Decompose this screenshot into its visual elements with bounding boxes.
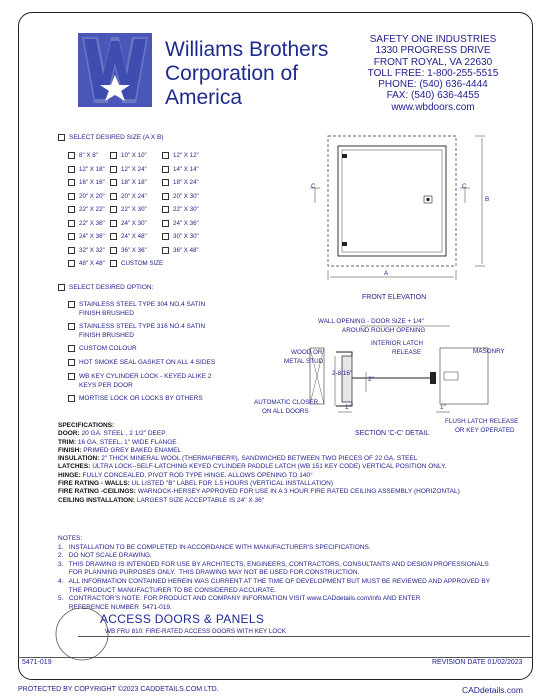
dim-label-a: A bbox=[384, 270, 389, 277]
label-metal-stud: METAL STUD bbox=[284, 358, 324, 365]
option-text: STAINLESS STEEL TYPE 304 NO.4 SATIN bbox=[79, 301, 206, 308]
option-item[interactable] bbox=[68, 358, 215, 367]
size-header-label: SELECT DESIRED SIZE (A X B) bbox=[69, 134, 164, 142]
size-option[interactable] bbox=[162, 166, 199, 173]
option-checkbox[interactable] bbox=[68, 395, 75, 402]
size-label: 22" X 30" bbox=[173, 206, 199, 214]
label-dim-1-right: 1" bbox=[440, 404, 446, 411]
size-option[interactable] bbox=[110, 206, 147, 213]
option-label bbox=[68, 372, 211, 381]
size-checkbox[interactable] bbox=[110, 166, 117, 173]
dim-label-b: B bbox=[485, 196, 490, 203]
spec-label: LATCHES: bbox=[58, 463, 91, 471]
spec-label: FINISH: bbox=[58, 446, 82, 454]
contact-city: FRONT ROYAL, VA 22630 bbox=[373, 56, 493, 68]
size-checkbox[interactable] bbox=[110, 220, 117, 227]
option-label bbox=[68, 344, 137, 353]
option-label bbox=[68, 358, 215, 367]
size-label: CUSTOM SIZE bbox=[121, 260, 164, 268]
size-option[interactable] bbox=[68, 247, 105, 254]
size-label: 10" X 10" bbox=[121, 152, 147, 160]
size-checkbox[interactable] bbox=[68, 179, 75, 186]
spec-line bbox=[58, 447, 528, 455]
size-option[interactable] bbox=[162, 152, 199, 159]
spec-line bbox=[58, 463, 528, 471]
option-checkbox[interactable] bbox=[68, 301, 75, 308]
option-text: CUSTOM COLOUR bbox=[79, 345, 137, 352]
specifications-block bbox=[58, 422, 528, 505]
spec-label: HINGE: bbox=[58, 471, 81, 479]
spec-value: PRIMED GREY BAKED ENAMEL bbox=[81, 446, 182, 454]
size-checkbox[interactable] bbox=[162, 233, 169, 240]
label-wood-or: WOOD OR bbox=[291, 349, 323, 356]
label-dim-2: 2" bbox=[368, 376, 374, 383]
size-label: 18" X 24" bbox=[173, 179, 199, 187]
spec-label: DOOR: bbox=[58, 430, 80, 438]
size-label: 36" X 36" bbox=[121, 246, 147, 254]
contact-website[interactable]: www.wbdoors.com bbox=[391, 101, 475, 113]
size-checkbox[interactable] bbox=[68, 193, 75, 200]
spec-value: 2" THICK MINERAL WOOL (THERMAFIBER®), SANDWICHED BETWEEN TWO PIECES OF 22 GA. STEEL bbox=[99, 455, 418, 463]
spec-value: ULTRA LOCK--SELF-LATCHING KEYED CYLINDER PADDLE LATCH (WB 151 KEY CODE) VERTICAL POSITION ONLY. bbox=[90, 463, 447, 471]
size-label: 14" X 14" bbox=[173, 165, 199, 173]
option-text: FINISH BRUSHED bbox=[79, 310, 134, 317]
size-option[interactable] bbox=[162, 193, 199, 200]
spec-line bbox=[58, 439, 528, 447]
revision-rule bbox=[18, 657, 533, 658]
size-checkbox[interactable] bbox=[162, 166, 169, 173]
size-checkbox[interactable] bbox=[110, 193, 117, 200]
label-release: RELEASE bbox=[392, 349, 422, 356]
option-item[interactable] bbox=[68, 372, 211, 390]
notes-header: NOTES: bbox=[58, 535, 83, 542]
caddetails-link[interactable]: CADdetails.com bbox=[462, 685, 523, 695]
copyright-notice: PROTECTED BY COPYRIGHT ©2023 CADDETAILS.COM LTD. bbox=[18, 686, 219, 693]
size-option[interactable] bbox=[68, 193, 105, 200]
spec-value: 20 GA. STEEL , 2 1/2" DEEP bbox=[79, 430, 166, 438]
option-item[interactable] bbox=[68, 322, 205, 340]
option-header bbox=[58, 284, 153, 291]
size-checkbox[interactable] bbox=[162, 220, 169, 227]
note-line: THE PRODUCT MANUFACTURER TO BE CONSIDERED ACCURATE. bbox=[58, 586, 277, 594]
spec-value: LARGEST SIZE ACCEPTABLE IS 24" X 36" bbox=[135, 496, 265, 504]
contact-block bbox=[348, 34, 518, 113]
label-interior-latch: INTERIOR LATCH bbox=[371, 340, 424, 347]
option-label bbox=[68, 309, 205, 318]
option-checkbox[interactable] bbox=[68, 345, 75, 352]
label-or-key: OR KEY OPERATED bbox=[455, 427, 515, 434]
spec-line bbox=[58, 480, 528, 488]
spec-line bbox=[58, 430, 528, 438]
size-option[interactable] bbox=[110, 166, 147, 173]
size-checkbox[interactable] bbox=[68, 206, 75, 213]
size-label: 24" X 30" bbox=[121, 219, 147, 227]
spec-line bbox=[58, 455, 528, 463]
size-checkbox[interactable] bbox=[68, 166, 75, 173]
spec-value: 16 GA. STEEL, 1" WIDE FLANGE bbox=[76, 438, 177, 446]
reference-number: 5471-019 bbox=[22, 659, 52, 666]
size-option[interactable] bbox=[110, 152, 147, 159]
size-checkbox[interactable] bbox=[110, 152, 117, 159]
size-label: 22" X 30" bbox=[121, 206, 147, 214]
option-checkbox[interactable] bbox=[68, 323, 75, 330]
size-label: 48" X 48" bbox=[79, 260, 105, 268]
spec-value: UL LISTED "B" LABEL FOR 1.5 HOURS (VERTICAL INSTALLATION) bbox=[129, 480, 334, 488]
option-header-checkbox[interactable] bbox=[58, 284, 65, 291]
label-wall-opening: WALL OPENING - DOOR SIZE + 1/4" bbox=[318, 318, 424, 325]
size-checkbox[interactable] bbox=[162, 193, 169, 200]
size-header-checkbox[interactable] bbox=[58, 134, 65, 141]
spec-line bbox=[58, 488, 528, 496]
size-label: 36" X 48" bbox=[173, 246, 199, 254]
company-name-line2: Corporation of bbox=[165, 62, 299, 85]
size-checkbox[interactable] bbox=[68, 152, 75, 159]
size-label: 20" X 30" bbox=[173, 192, 199, 200]
size-option[interactable] bbox=[68, 179, 105, 186]
size-label: 24" X 36" bbox=[173, 219, 199, 227]
size-label: 24" X 48" bbox=[121, 233, 147, 241]
option-label bbox=[68, 300, 205, 309]
size-label: 20" X 24" bbox=[121, 192, 147, 200]
size-option[interactable] bbox=[110, 233, 147, 240]
size-checkbox[interactable] bbox=[68, 220, 75, 227]
note-line: 2. DO NOT SCALE DRAWING. bbox=[58, 552, 152, 560]
option-checkbox[interactable] bbox=[68, 359, 75, 366]
note-line: 3. THIS DRAWING IS INTENDED FOR USE BY ARCHITECTS, ENGINEERS, CONTRACTORS, CONSULTANTS AND DESIGN PROFESSIONALS bbox=[58, 560, 489, 568]
size-checkbox[interactable] bbox=[110, 206, 117, 213]
size-checkbox[interactable] bbox=[68, 260, 75, 267]
size-option[interactable] bbox=[68, 220, 105, 227]
size-label: 30" X 30" bbox=[173, 233, 199, 241]
size-option[interactable] bbox=[68, 206, 105, 213]
section-detail-title: SECTION 'C-C' DETAIL bbox=[355, 430, 430, 437]
size-option[interactable] bbox=[68, 260, 105, 267]
title-block-title: ACCESS DOORS & PANELS bbox=[100, 612, 265, 626]
option-label bbox=[68, 322, 205, 331]
contact-address: 1330 PROGRESS DRIVE bbox=[375, 45, 491, 57]
label-on-all-doors: ON ALL DOORS bbox=[262, 408, 309, 415]
size-option[interactable] bbox=[162, 247, 199, 254]
size-option[interactable] bbox=[68, 233, 105, 240]
title-block-rule bbox=[78, 636, 530, 637]
spec-label: INSULATION: bbox=[58, 455, 100, 463]
size-option[interactable] bbox=[110, 179, 147, 186]
size-option[interactable] bbox=[110, 247, 147, 254]
note-line: FOR PLANNING PURPOSES ONLY. THIS DRAWING MAY NOT BE USED FOR CONSTRUCTION. bbox=[58, 569, 360, 577]
dim-label-c-right: C bbox=[462, 183, 467, 190]
size-label: 12" X 24" bbox=[121, 165, 147, 173]
size-option[interactable] bbox=[162, 179, 199, 186]
note-line: 5. CONTRACTOR'S NOTE: FOR PRODUCT AND COMPANY INFORMATION VISIT www.CADdetails.com/info AND ENTER bbox=[58, 595, 421, 603]
title-block-subtitle: WB FRU 810: FIRE-RATED ACCESS DOORS WITH KEY LOCK bbox=[105, 628, 287, 635]
label-dim-1-left: 1" bbox=[345, 404, 351, 411]
label-around-rough: AROUND ROUGH OPENING bbox=[342, 327, 426, 334]
company-name bbox=[165, 38, 328, 110]
option-text: STAINLESS STEEL TYPE 316 NO.4 SATIN bbox=[79, 323, 206, 330]
size-checkbox[interactable] bbox=[162, 152, 169, 159]
revision-date: REVISION DATE 01/02/2023 bbox=[432, 659, 523, 666]
label-dim-2-8-16: 2-8/16" bbox=[332, 370, 353, 377]
option-text: FINISH BRUSHED bbox=[79, 332, 134, 339]
option-text: HOT SMOKE SEAL GASKET ON ALL 4 SIDES bbox=[79, 359, 216, 366]
size-label: 18" X 18" bbox=[121, 179, 147, 187]
contact-fax: FAX: (540) 636-4455 bbox=[386, 90, 480, 102]
spec-label: CEILING INSTALLATION: bbox=[58, 496, 136, 504]
front-elevation-drawing bbox=[300, 128, 500, 303]
note-line: 1. INSTALLATION TO BE COMPLETED IN ACCORDANCE WITH MANUFACTURER'S SPECIFICATIONS. bbox=[58, 543, 371, 551]
size-checkbox[interactable] bbox=[162, 206, 169, 213]
size-checkbox[interactable] bbox=[162, 179, 169, 186]
size-label: 8" X 8" bbox=[79, 152, 98, 160]
size-option[interactable] bbox=[68, 152, 98, 159]
option-item[interactable] bbox=[68, 394, 203, 403]
contact-tollfree: TOLL FREE: 1-800-255-5515 bbox=[367, 67, 499, 79]
spec-line bbox=[58, 422, 528, 430]
company-name-line3: America bbox=[165, 86, 243, 109]
notes-block bbox=[58, 535, 528, 612]
front-elevation-label: FRONT ELEVATION bbox=[362, 294, 427, 301]
size-label: 20" X 20" bbox=[79, 192, 105, 200]
size-checkbox[interactable] bbox=[110, 247, 117, 254]
size-header bbox=[58, 134, 164, 141]
option-header-label: SELECT DESIRED OPTION: bbox=[69, 284, 154, 292]
note-line: 4. ALL INFORMATION CONTAINED HEREIN WAS CURRENT AT THE TIME OF DEVELOPMENT BUT MUST BE REVIEWED AND APPROVED BY bbox=[58, 577, 491, 585]
spec-line bbox=[58, 472, 528, 480]
size-label: 32" X 32" bbox=[79, 246, 105, 254]
spec-value: WARNOCK-HERSEY APPROVED FOR USE IN A 3 HOUR FIRE RATED CEILING ASSEMBLY (HORIZONTAL) bbox=[135, 488, 460, 496]
option-label bbox=[68, 394, 203, 403]
spec-label: SPECIFICATIONS: bbox=[58, 422, 115, 429]
option-item[interactable] bbox=[68, 344, 137, 353]
wb-logo bbox=[78, 33, 152, 107]
option-label bbox=[68, 331, 205, 340]
option-item[interactable] bbox=[68, 300, 205, 318]
size-label: 16" X 16" bbox=[79, 179, 105, 187]
note-line: REFERENCE NUMBER 5471-019. bbox=[58, 603, 172, 611]
label-auto-closer: AUTOMATIC CLOSER bbox=[254, 399, 319, 406]
label-flush-latch: FLUSH LATCH RELEASE bbox=[445, 418, 519, 425]
option-text: KEYS PER DOOR bbox=[79, 382, 133, 389]
contact-phone: PHONE: (540) 636-4444 bbox=[378, 79, 488, 91]
size-checkbox[interactable] bbox=[110, 233, 117, 240]
spec-line bbox=[58, 497, 528, 505]
size-option[interactable] bbox=[162, 220, 199, 227]
size-checkbox[interactable] bbox=[110, 260, 117, 267]
size-checkbox[interactable] bbox=[68, 247, 75, 254]
spec-label: TRIM: bbox=[58, 438, 77, 446]
size-label: 24" X 36" bbox=[79, 233, 105, 241]
option-checkbox[interactable] bbox=[68, 373, 75, 380]
size-option[interactable] bbox=[110, 220, 147, 227]
option-label bbox=[68, 381, 211, 390]
size-checkbox[interactable] bbox=[110, 179, 117, 186]
size-label: 22" X 36" bbox=[79, 219, 105, 227]
company-name-line1: Williams Brothers bbox=[165, 38, 329, 61]
notes-lines bbox=[58, 544, 528, 613]
size-checkbox[interactable] bbox=[162, 247, 169, 254]
size-label: 22" X 22" bbox=[79, 206, 105, 214]
contact-company: SAFETY ONE INDUSTRIES bbox=[369, 34, 497, 45]
option-text: WB KEY CYLINDER LOCK - KEYED ALIKE 2 bbox=[79, 373, 212, 380]
size-option[interactable] bbox=[110, 193, 147, 200]
spec-label: FIRE RATING -CEILINGS: bbox=[58, 488, 136, 496]
dim-label-c-left: C bbox=[311, 183, 316, 190]
spec-value: FULLY CONCEALED, PIVOT ROD TYPE HINGE. ALLOWS OPENING TO 140° bbox=[80, 471, 313, 479]
size-option[interactable] bbox=[162, 233, 199, 240]
spec-label: FIRE RATING - WALLS: bbox=[58, 480, 130, 488]
label-masonry: MASONRY bbox=[473, 348, 505, 355]
size-label: 12" X 12" bbox=[173, 152, 199, 160]
size-option[interactable] bbox=[110, 260, 163, 267]
size-label: 12" X 18" bbox=[79, 165, 105, 173]
size-checkbox[interactable] bbox=[68, 233, 75, 240]
size-option[interactable] bbox=[162, 206, 199, 213]
size-option[interactable] bbox=[68, 166, 105, 173]
option-text: MORTISE LOCK OR LOCKS BY OTHERS bbox=[79, 395, 203, 402]
